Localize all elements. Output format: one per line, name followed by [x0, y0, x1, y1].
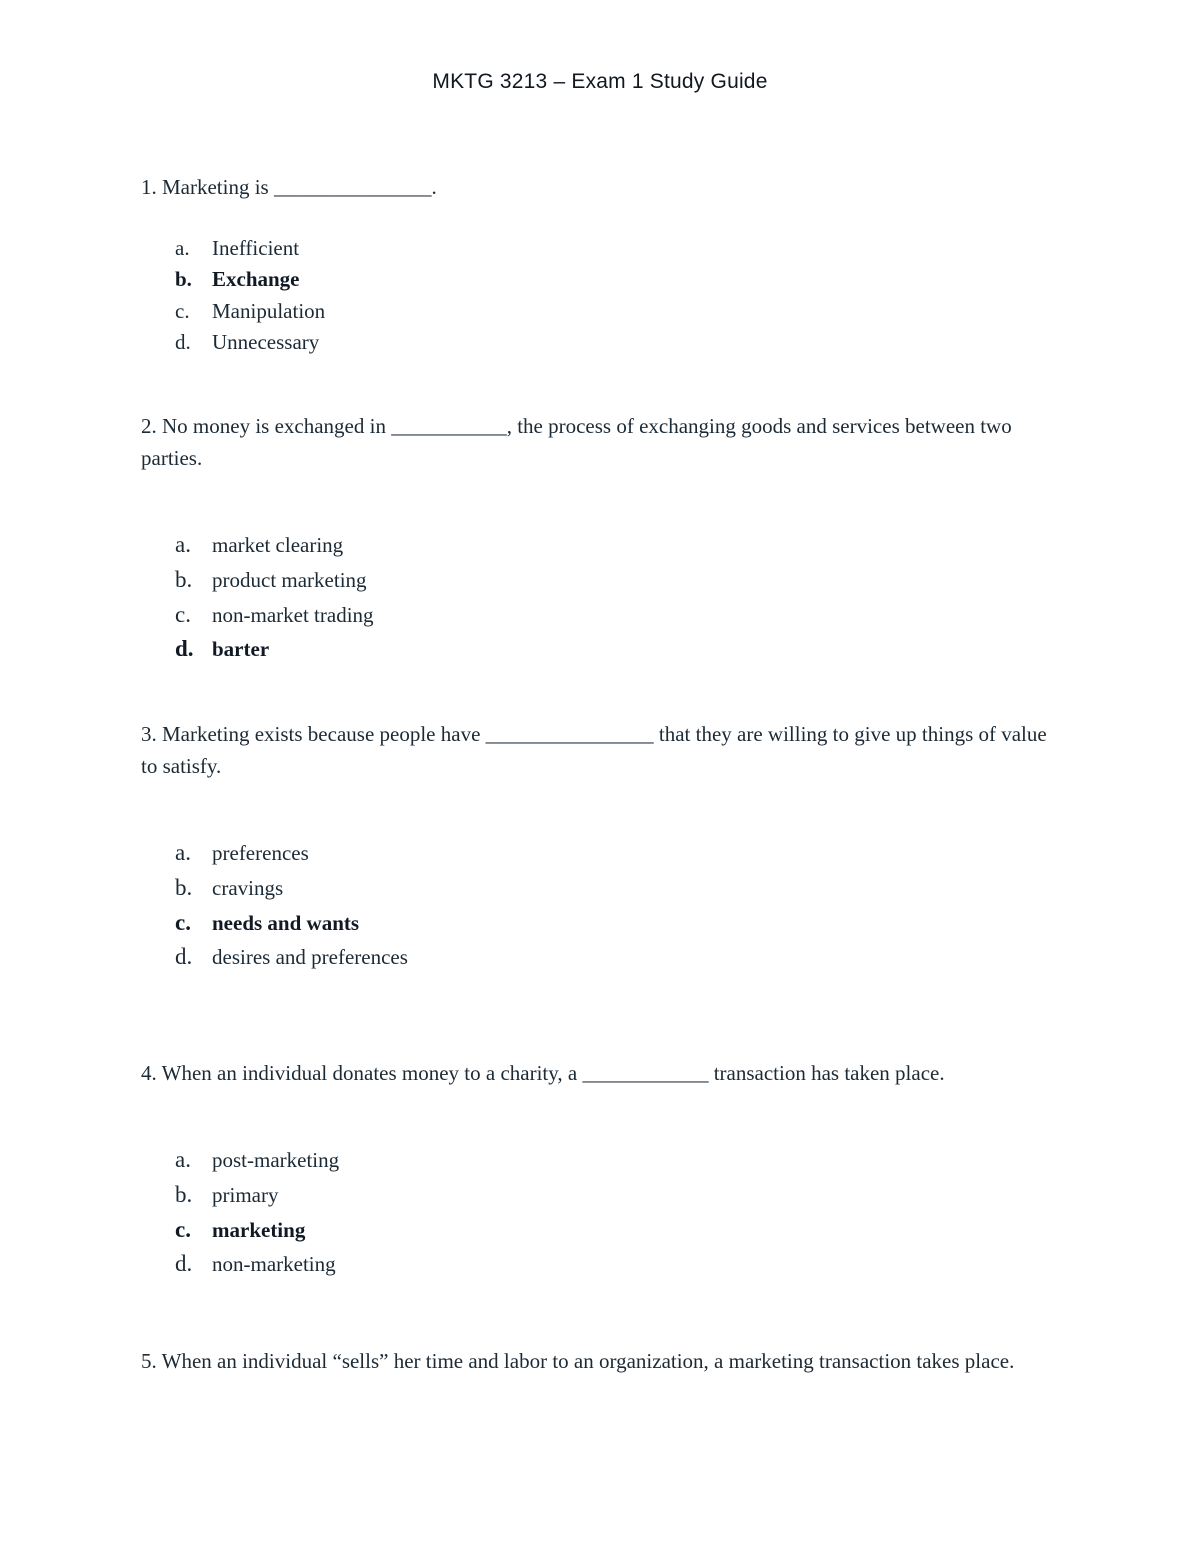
option-letter: d. — [175, 636, 194, 662]
option-letter: c. — [175, 1216, 191, 1242]
question-2-option-c — [175, 598, 374, 633]
option-text: cravings — [212, 875, 284, 900]
question-1-option-c — [175, 296, 325, 327]
question-2-option-d-correct — [175, 632, 374, 667]
option-text: Exchange — [212, 267, 300, 292]
question-4-option-d — [175, 1247, 339, 1282]
question-1-option-b-correct — [175, 264, 325, 295]
option-text: Inefficient — [212, 236, 300, 260]
option-letter: c. — [175, 909, 191, 935]
option-text: needs and wants — [212, 910, 360, 935]
question-3-text: 3. Marketing exists because people have ________________ that they are willing to give up things of value to satisfy. — [141, 722, 1047, 778]
option-letter: b. — [175, 874, 193, 900]
option-letter: d. — [175, 329, 191, 354]
question-4-option-c-correct — [175, 1213, 339, 1248]
question-3-option-c-correct — [175, 906, 408, 941]
option-letter: b. — [175, 1181, 193, 1207]
option-text: post-marketing — [212, 1148, 340, 1172]
option-letter: a. — [175, 840, 191, 865]
question-3-option-b — [175, 871, 408, 906]
option-text: Manipulation — [212, 298, 326, 323]
document-title: MKTG 3213 – Exam 1 Study Guide — [432, 70, 768, 93]
option-letter: a. — [175, 1147, 191, 1172]
option-letter: d. — [175, 944, 193, 970]
question-4-text: 4. When an individual donates money to a charity, a ____________ transaction has taken place. — [141, 1061, 945, 1085]
question-5-text: 5. When an individual “sells” her time and labor to an organization, a marketing transaction takes place. — [141, 1349, 1015, 1373]
option-letter: d. — [175, 1251, 193, 1277]
option-text: preferences — [212, 841, 309, 865]
option-text: non-market trading — [212, 602, 374, 627]
option-letter: b. — [175, 566, 193, 592]
option-text: non-marketing — [212, 1252, 336, 1277]
question-2-options — [175, 528, 374, 667]
option-letter: c. — [175, 601, 191, 627]
question-1-text: 1. Marketing is _______________. — [141, 175, 437, 199]
question-2-option-a — [175, 528, 374, 563]
option-text: barter — [212, 637, 270, 662]
option-text: market clearing — [212, 533, 344, 557]
question-1-options — [175, 233, 325, 358]
option-text: desires and preferences — [212, 945, 408, 970]
option-text: marketing — [212, 1217, 306, 1242]
question-4-option-b — [175, 1178, 339, 1213]
question-2-text: 2. No money is exchanged in ___________, the process of exchanging goods and services between two parties. — [141, 414, 1012, 470]
question-2-option-b — [175, 563, 374, 598]
question-3-options — [175, 836, 408, 975]
question-3-option-d — [175, 940, 408, 975]
question-4-options — [175, 1143, 339, 1282]
option-letter: c. — [175, 298, 190, 323]
option-text: product marketing — [212, 567, 367, 592]
option-text: primary — [212, 1182, 279, 1207]
option-text: Unnecessary — [212, 329, 320, 354]
question-1-option-a — [175, 233, 325, 264]
question-4-option-a — [175, 1143, 339, 1178]
question-1-option-d — [175, 327, 325, 358]
option-letter: b. — [175, 267, 192, 292]
question-3-option-a — [175, 836, 408, 871]
option-letter: a. — [175, 236, 190, 260]
option-letter: a. — [175, 532, 191, 557]
